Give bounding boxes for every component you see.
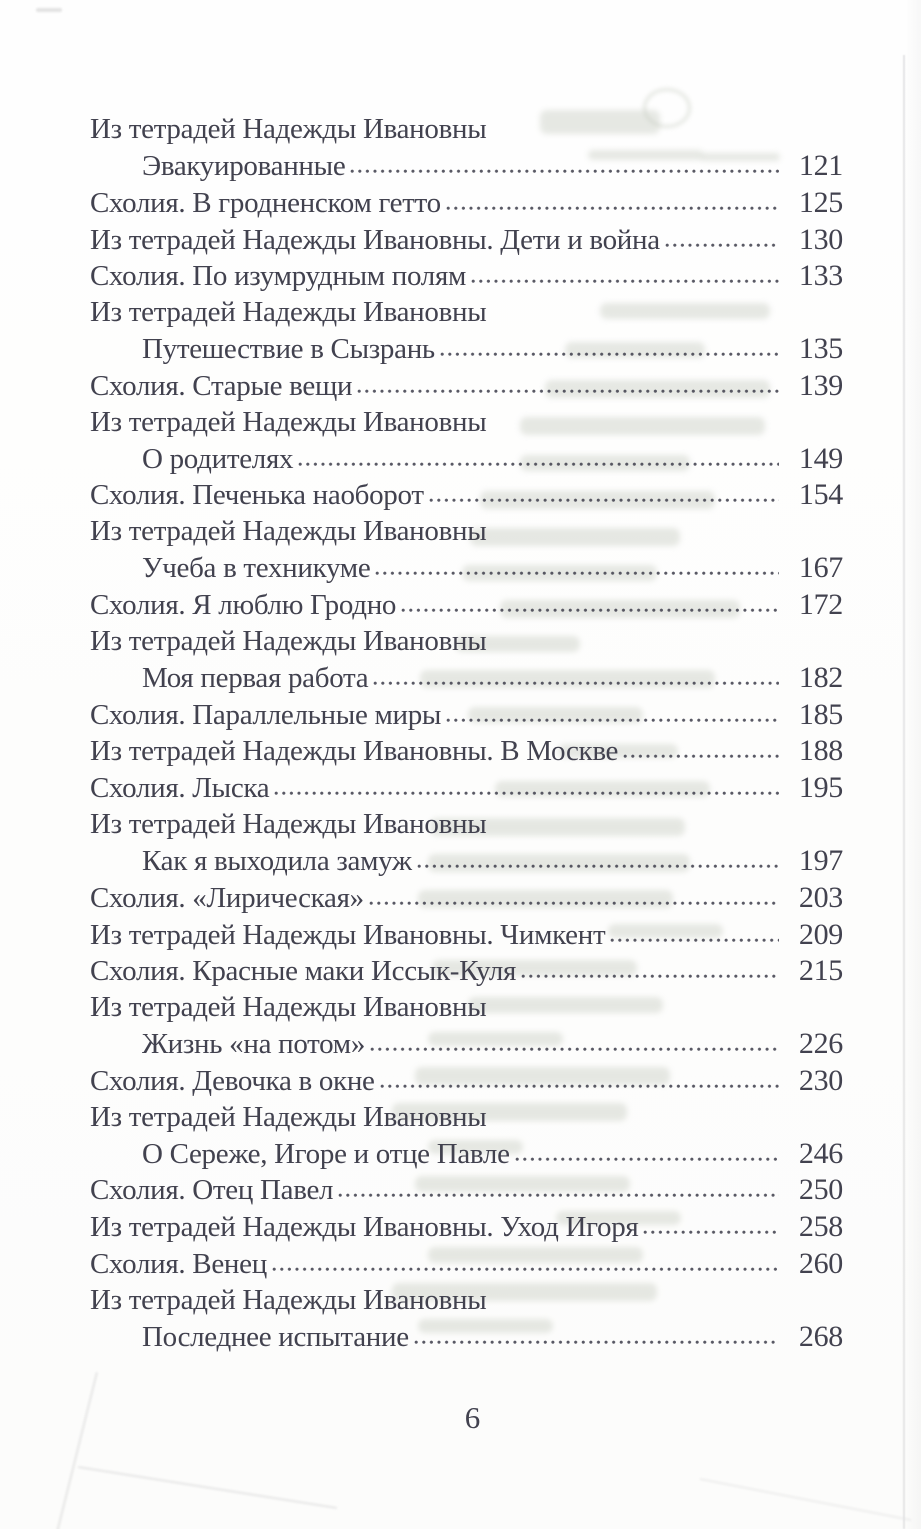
toc-entry <box>90 733 843 770</box>
toc-entry <box>90 1026 843 1063</box>
dot-leader <box>274 791 779 797</box>
page-number: 6 <box>464 1400 481 1435</box>
toc-entry-title: Из тетрадей Надежды Ивановны <box>90 808 487 841</box>
dot-leader <box>380 1084 779 1090</box>
dot-leader <box>665 243 779 249</box>
toc-entry-title: Из тетрадей Надежды Ивановны <box>90 405 487 438</box>
toc-entry <box>90 185 843 222</box>
toc-page-number: 121 <box>798 148 843 182</box>
dot-leader <box>369 901 779 907</box>
toc-entry <box>90 1209 843 1246</box>
toc-entry <box>90 1283 843 1319</box>
toc-entry-title: Из тетрадей Надежды Ивановны <box>90 1100 487 1133</box>
toc-page-number: 215 <box>798 954 843 988</box>
toc-entry <box>90 405 843 441</box>
dot-leader <box>414 1340 779 1346</box>
toc-entry <box>90 1319 843 1356</box>
toc-page-number: 154 <box>798 478 843 512</box>
toc-entry-title: Из тетрадей Надежды Ивановны <box>90 991 487 1024</box>
toc-page-number: 125 <box>798 185 843 219</box>
toc-entry-title: Схолия. Венец <box>90 1248 267 1281</box>
toc-page-number: 185 <box>798 697 843 731</box>
toc-page-number: 197 <box>798 843 843 877</box>
dot-leader <box>471 279 779 285</box>
scan-crease <box>700 1478 911 1521</box>
dot-leader <box>298 462 779 468</box>
dot-leader <box>350 169 779 175</box>
toc-page-number: 172 <box>798 587 843 621</box>
toc-entry <box>90 1100 843 1136</box>
dot-leader <box>338 1193 779 1199</box>
toc-entry <box>90 660 843 697</box>
toc-entry-title: Как я выходила замуж <box>142 844 412 877</box>
toc-entry-title: О родителях <box>142 442 294 475</box>
dot-leader <box>446 206 779 212</box>
toc-entry <box>90 843 843 880</box>
dot-leader <box>357 389 779 395</box>
toc-page-number: 139 <box>798 368 843 402</box>
toc-entry-title: Из тетрадей Надежды Ивановны. Чимкент <box>90 918 606 951</box>
toc-entry-title: Схолия. По изумрудным полям <box>90 260 467 293</box>
toc-page-number: 258 <box>798 1210 843 1244</box>
toc-entry-title: Учеба в техникуме <box>142 552 371 585</box>
toc-page-number: 149 <box>798 441 843 475</box>
table-of-contents <box>90 112 843 1356</box>
toc-page-number: 167 <box>798 551 843 585</box>
toc-entry-title: Из тетрадей Надежды Ивановны <box>90 296 487 329</box>
dot-leader <box>272 1267 779 1273</box>
toc-entry <box>90 222 843 259</box>
toc-entry-title: Схолия. Красные маки Иссык-Куля <box>90 955 517 988</box>
toc-entry-title: Схолия. Я люблю Гродно <box>90 588 397 621</box>
toc-page-number: 188 <box>798 734 843 768</box>
toc-entry-title: Из тетрадей Надежды Ивановны <box>90 113 487 145</box>
toc-entry-title: Из тетрадей Надежды Ивановны. В Москве <box>90 735 619 768</box>
toc-page-number: 268 <box>798 1319 843 1353</box>
toc-entry-title: Моя первая работа <box>142 661 369 694</box>
toc-entry <box>90 1063 843 1100</box>
toc-entry <box>90 514 843 550</box>
toc-entry <box>90 1246 843 1283</box>
toc-entry-title: Эвакуированные <box>142 149 346 182</box>
toc-entry-title: Схолия. «Лирическая» <box>90 881 364 914</box>
toc-entry <box>90 368 843 405</box>
toc-entry <box>90 295 843 331</box>
toc-entry-title: Схолия. Старые вещи <box>90 369 353 402</box>
toc-entry <box>90 624 843 660</box>
toc-page-number: 230 <box>798 1063 843 1097</box>
toc-entry <box>90 953 843 990</box>
toc-entry <box>90 441 843 478</box>
toc-entry <box>90 587 843 624</box>
dot-leader <box>417 864 779 870</box>
scan-speck <box>36 8 62 12</box>
toc-entry <box>90 331 843 368</box>
dot-leader <box>370 1047 779 1053</box>
toc-entry <box>90 880 843 917</box>
toc-entry <box>90 1172 843 1209</box>
toc-entry <box>90 148 843 185</box>
toc-entry <box>90 1136 843 1173</box>
toc-entry-title: Путешествие в Сызрань <box>142 333 435 366</box>
toc-page-number: 135 <box>798 332 843 366</box>
dot-leader <box>521 974 779 980</box>
toc-entry-title: Из тетрадей Надежды Ивановны <box>90 1284 487 1316</box>
toc-page-number: 133 <box>798 259 843 293</box>
toc-entry-title: Жизнь «на потом» <box>142 1028 366 1061</box>
toc-entry-title: О Сереже, Игоре и отце Павле <box>142 1137 510 1170</box>
toc-entry-title: Схолия. Девочка в окне <box>90 1064 375 1097</box>
toc-page-number: 246 <box>798 1136 843 1170</box>
toc-page-number: 209 <box>798 917 843 951</box>
toc-entry <box>90 770 843 807</box>
toc-entry-title: Схолия. В гродненском гетто <box>90 186 441 219</box>
dot-leader <box>515 1157 779 1163</box>
toc-page-number: 250 <box>798 1173 843 1207</box>
dot-leader <box>623 754 779 760</box>
toc-entry-title: Последнее испытание <box>142 1320 409 1353</box>
toc-entry <box>90 807 843 843</box>
toc-entry-title: Из тетрадей Надежды Ивановны <box>90 515 487 548</box>
toc-page-number: 203 <box>798 880 843 914</box>
toc-entry <box>90 258 843 295</box>
toc-page-number: 260 <box>798 1247 843 1281</box>
toc-entry <box>90 550 843 587</box>
toc-page-number: 182 <box>798 660 843 694</box>
toc-entry-title: Схолия. Печенька наоборот <box>90 479 424 512</box>
toc-entry <box>90 917 843 954</box>
dot-leader <box>373 681 779 687</box>
toc-page-number: 195 <box>798 771 843 805</box>
toc-entry-title: Из тетрадей Надежды Ивановны. Дети и война <box>90 223 660 256</box>
toc-page-number: 226 <box>798 1027 843 1061</box>
toc-entry <box>90 990 843 1026</box>
toc-entry-title: Схолия. Лыска <box>90 772 270 805</box>
toc-entry-title: Схолия. Параллельные миры <box>90 698 442 731</box>
dot-leader <box>375 571 779 577</box>
toc-entry-title: Схолия. Отец Павел <box>90 1174 334 1207</box>
dot-leader <box>446 718 779 724</box>
dot-leader <box>401 608 779 614</box>
page-edge-shade <box>905 0 921 1529</box>
toc-entry <box>90 112 843 148</box>
scan-crease <box>55 1372 98 1529</box>
dot-leader <box>440 352 779 358</box>
toc-entry-title: Из тетрадей Надежды Ивановны. Уход Игоря <box>90 1211 639 1244</box>
scan-crease <box>78 1466 337 1509</box>
toc-page-number: 130 <box>798 222 843 256</box>
dot-leader <box>610 938 779 944</box>
dot-leader <box>429 498 779 504</box>
toc-entry <box>90 697 843 734</box>
toc-entry <box>90 477 843 514</box>
dot-leader <box>643 1230 779 1236</box>
toc-entry-title: Из тетрадей Надежды Ивановны <box>90 624 487 657</box>
